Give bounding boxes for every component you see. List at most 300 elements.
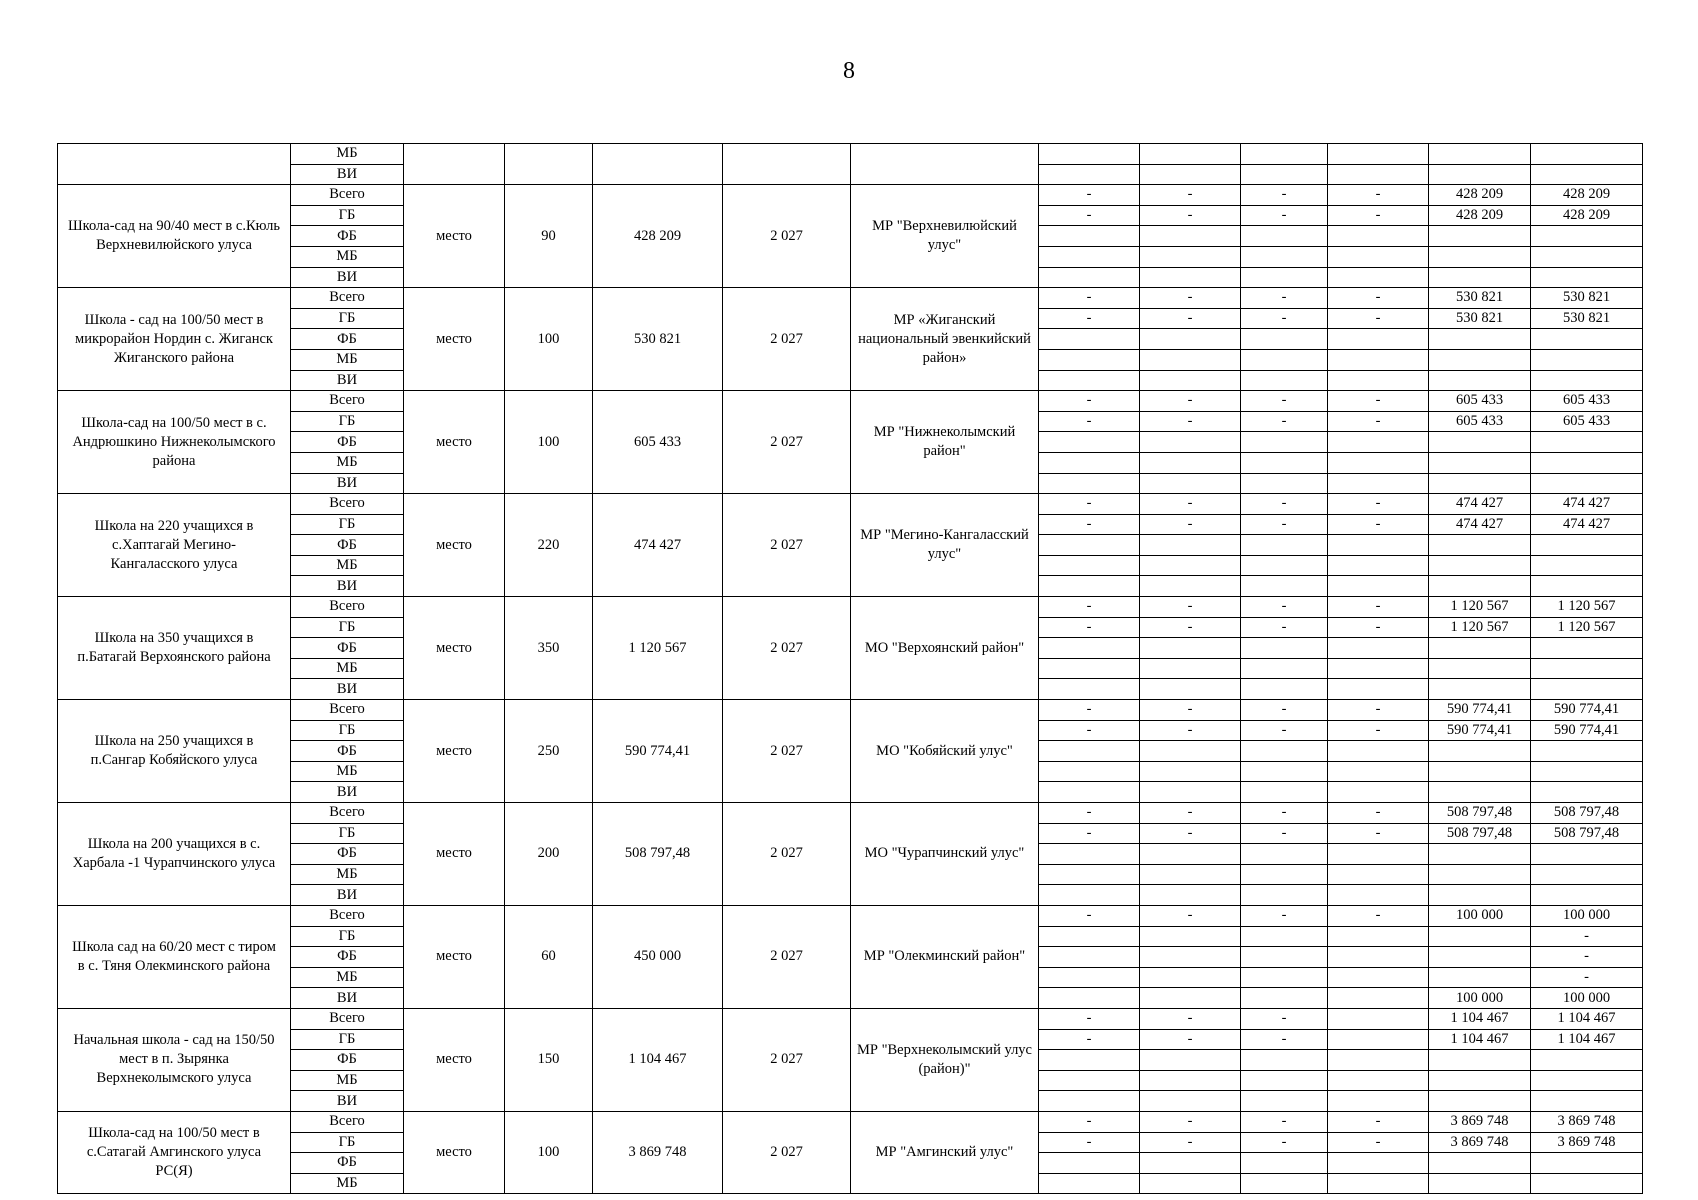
value-cell: - xyxy=(1241,700,1328,721)
value-cell xyxy=(1039,1173,1140,1194)
value-cell xyxy=(1241,638,1328,659)
value-cell xyxy=(1241,679,1328,700)
value-cell: - xyxy=(1241,494,1328,515)
source-label: ГБ xyxy=(291,411,404,432)
value-cell xyxy=(1241,267,1328,288)
value-cell: 1 104 467 xyxy=(1531,1029,1643,1050)
value-cell xyxy=(1039,947,1140,968)
source-label: ВИ xyxy=(291,267,404,288)
value-cell xyxy=(1039,741,1140,762)
value-cell xyxy=(1140,679,1241,700)
value-cell xyxy=(1039,761,1140,782)
value-cell: 100 000 xyxy=(1531,905,1643,926)
value-cell: - xyxy=(1039,391,1140,412)
value-cell: 3 869 748 xyxy=(1429,1132,1531,1153)
value-cell xyxy=(1531,555,1643,576)
year-cell: 2 027 xyxy=(723,1008,851,1111)
project-name: Школа на 200 учащихся в с. Харбала -1 Чурапчинского улуса xyxy=(58,803,291,906)
value-cell xyxy=(1429,1050,1531,1071)
value-cell xyxy=(1241,164,1328,185)
value-cell: - xyxy=(1140,514,1241,535)
value-cell: - xyxy=(1140,905,1241,926)
source-label: ВИ xyxy=(291,885,404,906)
value-cell: - xyxy=(1241,905,1328,926)
value-cell xyxy=(1140,576,1241,597)
cost-cell: 474 427 xyxy=(593,494,723,597)
value-cell: 530 821 xyxy=(1429,308,1531,329)
value-cell xyxy=(1429,741,1531,762)
cost-cell: 1 120 567 xyxy=(593,597,723,700)
value-cell xyxy=(1531,267,1643,288)
value-cell xyxy=(1140,1173,1241,1194)
value-cell xyxy=(1531,638,1643,659)
org-cell: МО "Верхоянский район" xyxy=(851,597,1039,700)
value-cell xyxy=(1531,473,1643,494)
value-cell xyxy=(1140,329,1241,350)
value-cell xyxy=(1328,1029,1429,1050)
value-cell xyxy=(1429,1153,1531,1174)
value-cell: - xyxy=(1039,617,1140,638)
value-cell: 508 797,48 xyxy=(1429,803,1531,824)
value-cell xyxy=(1241,535,1328,556)
value-cell xyxy=(1140,1091,1241,1112)
value-cell xyxy=(1039,164,1140,185)
value-cell: 1 120 567 xyxy=(1429,597,1531,618)
value-cell: - xyxy=(1241,308,1328,329)
value-cell xyxy=(1429,1173,1531,1194)
value-cell: - xyxy=(1140,288,1241,309)
value-cell: - xyxy=(1140,1111,1241,1132)
value-cell xyxy=(1429,164,1531,185)
value-cell: - xyxy=(1140,1132,1241,1153)
table-row xyxy=(58,494,1643,515)
source-label: Всего xyxy=(291,803,404,824)
table-row xyxy=(58,1008,1643,1029)
value-cell xyxy=(1328,1173,1429,1194)
value-cell: - xyxy=(1140,597,1241,618)
value-cell: - xyxy=(1328,1111,1429,1132)
year-cell: 2 027 xyxy=(723,288,851,391)
value-cell xyxy=(1328,473,1429,494)
value-cell xyxy=(1328,658,1429,679)
value-cell xyxy=(1241,349,1328,370)
value-cell: 1 120 567 xyxy=(1531,597,1643,618)
value-cell xyxy=(1328,1008,1429,1029)
value-cell xyxy=(1039,535,1140,556)
source-label: ГБ xyxy=(291,308,404,329)
value-cell: - xyxy=(1039,597,1140,618)
value-cell: - xyxy=(1039,411,1140,432)
value-cell xyxy=(1140,432,1241,453)
value-cell xyxy=(1039,864,1140,885)
value-cell: - xyxy=(1140,494,1241,515)
value-cell xyxy=(1140,782,1241,803)
value-cell xyxy=(1241,329,1328,350)
value-cell xyxy=(1140,370,1241,391)
value-cell xyxy=(1140,741,1241,762)
value-cell: - xyxy=(1039,514,1140,535)
table-row xyxy=(58,1111,1643,1132)
value-cell: - xyxy=(1140,185,1241,206)
project-name: Школа на 350 учащихся в п.Батагай Верхоянского района xyxy=(58,597,291,700)
value-cell: 474 427 xyxy=(1429,494,1531,515)
capacity-cell xyxy=(505,144,593,185)
value-cell: - xyxy=(1039,494,1140,515)
value-cell xyxy=(1039,329,1140,350)
year-cell: 2 027 xyxy=(723,1111,851,1193)
value-cell: - xyxy=(1328,1132,1429,1153)
source-label: Всего xyxy=(291,494,404,515)
source-label: МБ xyxy=(291,555,404,576)
source-label: МБ xyxy=(291,761,404,782)
value-cell xyxy=(1328,576,1429,597)
value-cell: - xyxy=(1328,494,1429,515)
unit-cell xyxy=(404,144,505,185)
unit-cell: место xyxy=(404,288,505,391)
source-label: ВИ xyxy=(291,988,404,1009)
value-cell xyxy=(1328,761,1429,782)
value-cell: - xyxy=(1241,1111,1328,1132)
table-row xyxy=(58,391,1643,412)
cost-cell: 530 821 xyxy=(593,288,723,391)
value-cell xyxy=(1429,926,1531,947)
source-label: МБ xyxy=(291,1173,404,1194)
value-cell xyxy=(1241,1091,1328,1112)
capacity-cell: 200 xyxy=(505,803,593,906)
unit-cell: место xyxy=(404,905,505,1008)
value-cell xyxy=(1531,246,1643,267)
value-cell xyxy=(1140,267,1241,288)
value-cell: - xyxy=(1241,803,1328,824)
value-cell xyxy=(1140,988,1241,1009)
value-cell xyxy=(1328,967,1429,988)
project-name: Школа-сад на 90/40 мест в с.Кюль Верхневилюйского улуса xyxy=(58,185,291,288)
value-cell xyxy=(1531,452,1643,473)
value-cell xyxy=(1429,349,1531,370)
value-cell: - xyxy=(1039,700,1140,721)
source-label: МБ xyxy=(291,349,404,370)
value-cell: - xyxy=(1140,205,1241,226)
source-label: ФБ xyxy=(291,329,404,350)
org-cell: МР "Мегино-Кангаласский улус" xyxy=(851,494,1039,597)
value-cell: - xyxy=(1039,1132,1140,1153)
value-cell: 605 433 xyxy=(1429,411,1531,432)
value-cell: 100 000 xyxy=(1531,988,1643,1009)
year-cell: 2 027 xyxy=(723,905,851,1008)
source-label: ФБ xyxy=(291,226,404,247)
value-cell xyxy=(1140,1070,1241,1091)
page-number: 8 xyxy=(843,58,855,84)
value-cell: 3 869 748 xyxy=(1531,1111,1643,1132)
source-label: Всего xyxy=(291,597,404,618)
value-cell: - xyxy=(1328,411,1429,432)
value-cell xyxy=(1328,370,1429,391)
source-label: ФБ xyxy=(291,535,404,556)
value-cell xyxy=(1039,144,1140,165)
project-name: Школа сад на 60/20 мест с тиром в с. Тяня Олекминского района xyxy=(58,905,291,1008)
source-label: ФБ xyxy=(291,1050,404,1071)
table-row xyxy=(58,700,1643,721)
value-cell xyxy=(1039,432,1140,453)
value-cell: - xyxy=(1241,617,1328,638)
table-row xyxy=(58,803,1643,824)
source-label: Всего xyxy=(291,1008,404,1029)
value-cell: 530 821 xyxy=(1531,288,1643,309)
source-label: МБ xyxy=(291,864,404,885)
value-cell xyxy=(1140,1050,1241,1071)
value-cell xyxy=(1328,1153,1429,1174)
cost-cell: 1 104 467 xyxy=(593,1008,723,1111)
unit-cell: место xyxy=(404,391,505,494)
value-cell xyxy=(1429,370,1531,391)
value-cell: - xyxy=(1039,288,1140,309)
value-cell: 508 797,48 xyxy=(1531,823,1643,844)
source-label: ВИ xyxy=(291,473,404,494)
value-cell xyxy=(1140,761,1241,782)
table-row xyxy=(58,288,1643,309)
value-cell xyxy=(1039,246,1140,267)
value-cell: - xyxy=(1241,597,1328,618)
value-cell: - xyxy=(1531,967,1643,988)
source-label: ВИ xyxy=(291,1091,404,1112)
source-label: ГБ xyxy=(291,926,404,947)
value-cell xyxy=(1039,679,1140,700)
value-cell xyxy=(1531,658,1643,679)
unit-cell: место xyxy=(404,1008,505,1111)
value-cell xyxy=(1241,246,1328,267)
capacity-cell: 100 xyxy=(505,391,593,494)
source-label: ФБ xyxy=(291,947,404,968)
source-label: ФБ xyxy=(291,844,404,865)
org-cell: МР "Верхнеколымский улус (район)" xyxy=(851,1008,1039,1111)
value-cell: 428 209 xyxy=(1429,185,1531,206)
value-cell: 590 774,41 xyxy=(1531,720,1643,741)
value-cell xyxy=(1140,164,1241,185)
value-cell xyxy=(1531,1153,1643,1174)
value-cell xyxy=(1241,1050,1328,1071)
unit-cell: место xyxy=(404,803,505,906)
source-label: МБ xyxy=(291,658,404,679)
value-cell xyxy=(1429,947,1531,968)
value-cell: 100 000 xyxy=(1429,905,1531,926)
capacity-cell: 100 xyxy=(505,288,593,391)
value-cell: 474 427 xyxy=(1531,494,1643,515)
value-cell: 508 797,48 xyxy=(1429,823,1531,844)
value-cell xyxy=(1241,226,1328,247)
value-cell xyxy=(1531,329,1643,350)
value-cell xyxy=(1039,349,1140,370)
value-cell xyxy=(1039,576,1140,597)
value-cell xyxy=(1039,638,1140,659)
value-cell xyxy=(1039,658,1140,679)
value-cell xyxy=(1328,144,1429,165)
value-cell xyxy=(1429,864,1531,885)
value-cell xyxy=(1039,267,1140,288)
source-label: ГБ xyxy=(291,1132,404,1153)
value-cell xyxy=(1140,658,1241,679)
value-cell: 428 209 xyxy=(1531,185,1643,206)
value-cell xyxy=(1039,782,1140,803)
cost-cell: 3 869 748 xyxy=(593,1111,723,1193)
value-cell xyxy=(1039,885,1140,906)
value-cell: - xyxy=(1241,1132,1328,1153)
value-cell: - xyxy=(1241,205,1328,226)
value-cell: 605 433 xyxy=(1531,411,1643,432)
table-row xyxy=(58,905,1643,926)
value-cell xyxy=(1429,782,1531,803)
source-label: ГБ xyxy=(291,1029,404,1050)
source-label: ФБ xyxy=(291,432,404,453)
value-cell xyxy=(1140,473,1241,494)
value-cell: - xyxy=(1140,1008,1241,1029)
value-cell xyxy=(1429,432,1531,453)
value-cell xyxy=(1241,844,1328,865)
value-cell xyxy=(1429,638,1531,659)
value-cell: 590 774,41 xyxy=(1531,700,1643,721)
value-cell xyxy=(1328,1091,1429,1112)
value-cell: - xyxy=(1241,1008,1328,1029)
value-cell xyxy=(1241,864,1328,885)
value-cell xyxy=(1140,947,1241,968)
value-cell xyxy=(1328,885,1429,906)
value-cell: - xyxy=(1039,720,1140,741)
value-cell xyxy=(1241,658,1328,679)
value-cell: - xyxy=(1039,1008,1140,1029)
value-cell: - xyxy=(1140,411,1241,432)
unit-cell: место xyxy=(404,597,505,700)
project-name: Школа-сад на 100/50 мест в с. Андрюшкино Нижнеколымского района xyxy=(58,391,291,494)
value-cell xyxy=(1328,432,1429,453)
value-cell xyxy=(1328,555,1429,576)
value-cell xyxy=(1241,473,1328,494)
year-cell: 2 027 xyxy=(723,185,851,288)
value-cell xyxy=(1531,432,1643,453)
value-cell xyxy=(1140,638,1241,659)
value-cell xyxy=(1241,988,1328,1009)
source-label: ВИ xyxy=(291,679,404,700)
value-cell xyxy=(1429,144,1531,165)
value-cell xyxy=(1140,1153,1241,1174)
value-cell: - xyxy=(1328,700,1429,721)
value-cell xyxy=(1241,452,1328,473)
value-cell: - xyxy=(1241,720,1328,741)
capacity-cell: 220 xyxy=(505,494,593,597)
value-cell xyxy=(1429,535,1531,556)
capacity-cell: 150 xyxy=(505,1008,593,1111)
capacity-cell: 100 xyxy=(505,1111,593,1193)
value-cell xyxy=(1039,1091,1140,1112)
value-cell xyxy=(1328,679,1429,700)
org-cell: МР "Амгинский улус" xyxy=(851,1111,1039,1193)
value-cell xyxy=(1039,844,1140,865)
year-cell: 2 027 xyxy=(723,391,851,494)
value-cell: - xyxy=(1140,391,1241,412)
value-cell: 474 427 xyxy=(1429,514,1531,535)
year-cell: 2 027 xyxy=(723,494,851,597)
value-cell xyxy=(1140,452,1241,473)
value-cell xyxy=(1039,226,1140,247)
value-cell xyxy=(1328,782,1429,803)
unit-cell: место xyxy=(404,185,505,288)
value-cell: 428 209 xyxy=(1429,205,1531,226)
value-cell xyxy=(1328,329,1429,350)
value-cell xyxy=(1241,761,1328,782)
value-cell: - xyxy=(1241,391,1328,412)
value-cell: 1 104 467 xyxy=(1531,1008,1643,1029)
value-cell xyxy=(1328,349,1429,370)
value-cell xyxy=(1241,741,1328,762)
source-label: ГБ xyxy=(291,205,404,226)
value-cell: - xyxy=(1531,926,1643,947)
cost-cell: 605 433 xyxy=(593,391,723,494)
org-cell: МО "Чурапчинский улус" xyxy=(851,803,1039,906)
value-cell xyxy=(1328,246,1429,267)
table-row xyxy=(58,144,1643,165)
value-cell xyxy=(1531,1173,1643,1194)
source-label: ФБ xyxy=(291,1153,404,1174)
cost-cell: 428 209 xyxy=(593,185,723,288)
value-cell xyxy=(1429,679,1531,700)
value-cell xyxy=(1328,988,1429,1009)
value-cell xyxy=(1429,452,1531,473)
source-label: ВИ xyxy=(291,576,404,597)
source-label: ГБ xyxy=(291,617,404,638)
value-cell xyxy=(1429,246,1531,267)
value-cell: - xyxy=(1140,823,1241,844)
value-cell: - xyxy=(1039,205,1140,226)
value-cell: - xyxy=(1241,288,1328,309)
value-cell xyxy=(1140,864,1241,885)
value-cell: 1 120 567 xyxy=(1531,617,1643,638)
value-cell xyxy=(1328,947,1429,968)
value-cell: - xyxy=(1039,1029,1140,1050)
value-cell xyxy=(1039,473,1140,494)
value-cell xyxy=(1140,535,1241,556)
value-cell xyxy=(1241,432,1328,453)
value-cell xyxy=(1429,576,1531,597)
value-cell xyxy=(1429,555,1531,576)
value-cell xyxy=(1039,988,1140,1009)
source-label: МБ xyxy=(291,1070,404,1091)
source-label: ГБ xyxy=(291,720,404,741)
value-cell: - xyxy=(1328,288,1429,309)
value-cell: - xyxy=(1039,1111,1140,1132)
value-cell xyxy=(1328,1050,1429,1071)
value-cell: 1 104 467 xyxy=(1429,1008,1531,1029)
source-label: МБ xyxy=(291,144,404,165)
value-cell xyxy=(1328,452,1429,473)
value-cell xyxy=(1039,452,1140,473)
unit-cell: место xyxy=(404,700,505,803)
value-cell xyxy=(1039,967,1140,988)
value-cell xyxy=(1429,885,1531,906)
value-cell: - xyxy=(1328,205,1429,226)
value-cell xyxy=(1140,226,1241,247)
value-cell xyxy=(1039,370,1140,391)
value-cell: - xyxy=(1241,514,1328,535)
value-cell xyxy=(1241,885,1328,906)
value-cell: - xyxy=(1241,411,1328,432)
value-cell xyxy=(1039,555,1140,576)
value-cell: - xyxy=(1140,1029,1241,1050)
cost-cell: 590 774,41 xyxy=(593,700,723,803)
source-label: МБ xyxy=(291,452,404,473)
value-cell xyxy=(1241,782,1328,803)
value-cell: - xyxy=(1039,803,1140,824)
value-cell xyxy=(1531,164,1643,185)
investment-projects-table xyxy=(57,143,1643,1194)
unit-cell: место xyxy=(404,1111,505,1193)
